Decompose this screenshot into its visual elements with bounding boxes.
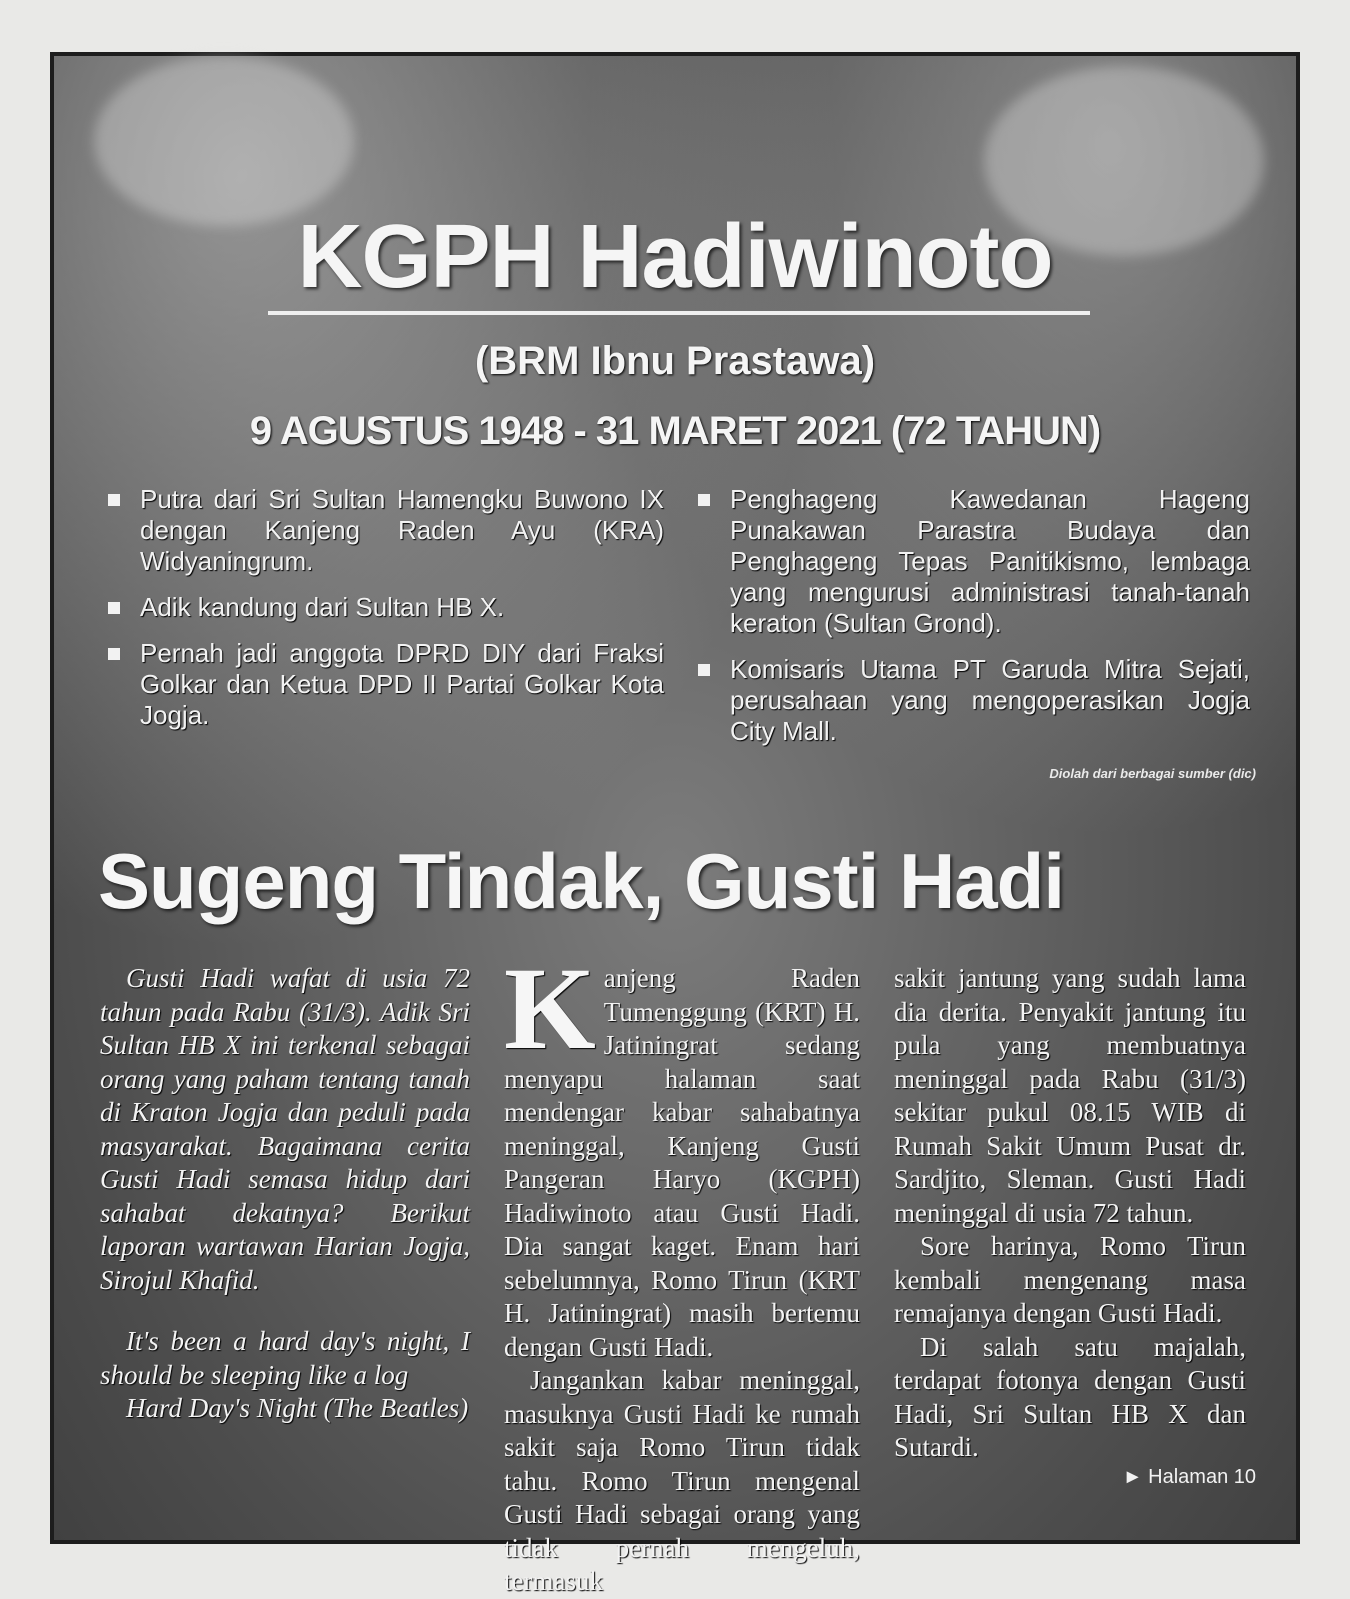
fact-text: Adik kandung dari Sultan HB X. [140, 592, 505, 622]
lead-column [100, 962, 470, 1426]
facts-list-right [694, 484, 1250, 762]
bullet-icon [108, 648, 120, 660]
list-item [694, 484, 1250, 639]
newspaper-clipping [50, 52, 1300, 1596]
article-paragraph: Sore harinya, Romo Tirun kembali mengenang masa remajanya dengan Gusti Hadi. [894, 1231, 1246, 1328]
article-headline: Sugeng Tindak, Gusti Hadi [98, 837, 1064, 925]
bullet-icon [108, 602, 120, 614]
source-credit: Diolah dari berbagai sumber (dic) [1049, 766, 1256, 781]
article-paragraph: Jangankan kabar meninggal, masuknya Gusti Hadi ke rumah sakit saja Romo Tirun tidak tahu. Romo Tirun mengenal Gusti Hadi sebagai orang yang tidak pernah mengeluh, termasuk [504, 1365, 860, 1596]
list-item [104, 638, 664, 731]
fact-text: Pernah jadi anggota DPRD DIY dari Fraksi Golkar dan Ketua DPD II Partai Golkar Kota Jogja. [140, 638, 664, 730]
fact-text: Penghageng Kawedanan Hageng Punakawan Parastra Budaya dan Penghageng Tepas Panitikismo, lembaga yang mengurusi administrasi tanah-tanah keraton (Sultan Grond). [730, 484, 1250, 638]
article-paragraph: Di salah satu majalah, terdapat fotonya dengan Gusti Hadi, Sri Sultan HB X dan Sutardi. [894, 1331, 1246, 1462]
fact-text: Putra dari Sri Sultan Hamengku Buwono IX dengan Kanjeng Raden Ayu (KRA) Widyaningrum. [140, 484, 664, 576]
life-dates: 9 AGUSTUS 1948 - 31 MARET 2021 (72 TAHUN) [249, 409, 1101, 453]
page-title: KGPH Hadiwinoto [297, 207, 1053, 307]
article-column-2 [894, 962, 1246, 1465]
list-item [104, 484, 664, 577]
bullet-icon [698, 494, 710, 506]
subtitle: (BRM Ibnu Prastawa) [474, 339, 876, 383]
lyric-quote: It's been a hard day's night, I should be sleeping like a log [100, 1326, 470, 1390]
fact-text: Komisaris Utama PT Garuda Mitra Sejati, perusahaan yang mengoperasikan Jogja City Mall. [730, 654, 1250, 746]
continued-on-page: ► Halaman 10 [1122, 1466, 1256, 1488]
list-item [694, 654, 1250, 747]
lead-paragraph: Gusti Hadi wafat di usia 72 tahun pada Rabu (31/3). Adik Sri Sultan HB X ini terkenal sebagai orang yang paham tentang tanah di Kraton Jogja dan peduli pada masyarakat. Bagaimana cerita Gusti Hadi semasa hidup dari sahabat dekatnya? Berikut laporan wartawan Harian Jogja, Sirojul Khafid. [100, 963, 470, 1295]
list-item [104, 592, 664, 623]
bullet-icon [698, 664, 710, 676]
background-photo-highlight [94, 56, 354, 226]
article-text: anjeng Raden Tumenggung (KRT) H. Jatiningrat sedang menyapu halaman saat mendengar kabar sahabatnya meninggal, Kanjeng Gusti Pangeran Haryo (KGPH) Hadiwinoto atau Gusti Hadi. Dia sangat kaget. Enam hari sebelumnya, Romo Tirun (KRT H. Jatiningrat) masih bertemu dengan Gusti Hadi. [504, 963, 860, 1362]
article-column-1 [504, 943, 860, 1599]
article-paragraph [504, 943, 860, 1364]
bullet-icon [108, 494, 120, 506]
drop-cap: K [504, 943, 596, 1074]
lyric-credit: Hard Day's Night (The Beatles) [126, 1393, 469, 1423]
article-paragraph: sakit jantung yang sudah lama dia derita. Penyakit jantung itu pula yang membuatnya meninggal pada Rabu (31/3) sekitar pukul 08.15 WIB di Rumah Sakit Umum Pusat dr. Sardjito, Sleman. Gusti Hadi meninggal di usia 72 tahun. [894, 963, 1246, 1228]
facts-list-left [104, 484, 664, 746]
title-divider [268, 311, 1090, 315]
